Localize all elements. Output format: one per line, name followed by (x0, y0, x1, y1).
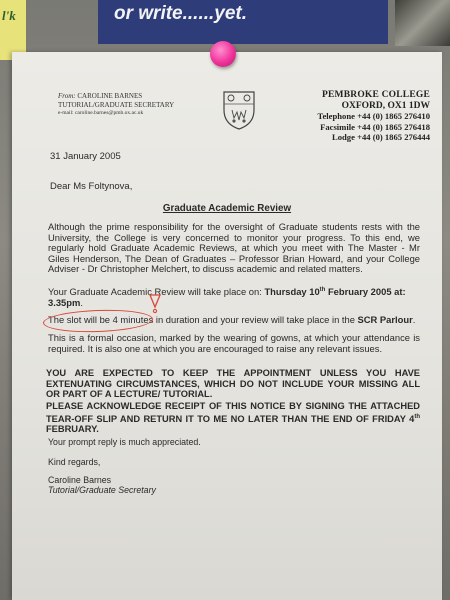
handwritten-circle-annotation (43, 308, 154, 334)
subject-heading: Graduate Academic Review (162, 203, 292, 214)
sender-title: TUTORIAL/GRADUATE SECRETARY (58, 100, 175, 109)
sender-name: CAROLINE BARNES (77, 92, 143, 100)
sender-block (58, 92, 174, 118)
background-poster-left (0, 0, 26, 60)
review-date-lead: Your Graduate Academic Review will take place on: (48, 286, 265, 298)
review-date-day: Thursday 10 (264, 286, 320, 298)
paragraph-review-date (48, 285, 420, 308)
background-poster-main (98, 0, 388, 44)
push-pin-icon (210, 41, 236, 67)
acknowledge-end: FEBRUARY. (46, 424, 99, 435)
college-lodge: Lodge +44 (0) 1865 276444 (332, 132, 430, 142)
slot-room: SCR Parlour (357, 314, 413, 325)
sender-line (58, 92, 174, 101)
acknowledge-text: PLEASE ACKNOWLEDGE RECEIPT OF THIS NOTICE BY SIGNING THE ATTACHED TEAR-OFF SLIP AND RETURN IT TO ME NO LATER THAN THE END OF FRIDAY 4 (46, 401, 420, 424)
background-poster-right (395, 0, 450, 46)
sender-email: e-mail: caroline.barnes@pmb.ox.ac.uk (58, 110, 144, 116)
review-date-end: . (80, 296, 83, 308)
college-facsimile: Facsimile +44 (0) 1865 276418 (320, 121, 430, 132)
closing-line: Your prompt reply is much appreciated. (48, 437, 201, 447)
slot-end: . (412, 314, 416, 325)
slot-text: The slot will be 4 minutes in duration and your review will take place in the (48, 314, 358, 325)
from-label: From: (58, 92, 76, 100)
signatory-title: Tutorial/Graduate Secretary (48, 485, 156, 495)
sign-off: Kind regards, (48, 457, 101, 467)
review-date-suffix: th (319, 287, 326, 293)
paragraph-intro: Although the prime responsibility for the oversight of Graduate students rests with the University, the College is very concerned to monitor your progress. To this end, we regularly hold Graduate Academic Reviews, at which you meet with The Master - Mr Giles Henderson, The Dean of Graduates – Professor Brian Howard, and your College Adviser - Dr Christopher Melchert, to discuss academic and related matters. (48, 221, 420, 275)
poster-main-text: or write......yet. (114, 3, 248, 24)
notice-acknowledge (46, 401, 420, 435)
college-address: OXFORD, OX1 1DW (341, 100, 430, 111)
salutation: Dear Ms Foltynova, (50, 181, 133, 192)
college-name: PEMBROKE COLLEGE (322, 90, 430, 100)
college-address-block (318, 90, 430, 143)
paragraph-formal: This is a formal occasion, marked by the wearing of gowns, at which your attendance is required. It is also one at which you are encouraged to raise any relevant issues. (48, 332, 420, 354)
handwritten-arrow-annotation (147, 292, 163, 314)
acknowledge-suffix: th (414, 413, 420, 420)
letter-page (12, 52, 442, 600)
letter-date: 31 January 2005 (50, 151, 121, 162)
review-date-rest: February 2005 at: 3.35pm (48, 286, 406, 308)
college-crest-icon (222, 90, 256, 130)
signatory-name: Caroline Barnes (48, 475, 112, 485)
poster-left-text: l'k (2, 8, 16, 23)
notice-appointment: YOU ARE EXPECTED TO KEEP THE APPOINTMENT UNLESS YOU HAVE EXTENUATING CIRCUMSTANCES, WHICH DO NOT INCLUDE YOUR MISSING ALL OR PART OF A LECTURE/ TUTORIAL. (46, 368, 420, 400)
college-telephone: Telephone +44 (0) 1865 276410 (317, 111, 430, 121)
